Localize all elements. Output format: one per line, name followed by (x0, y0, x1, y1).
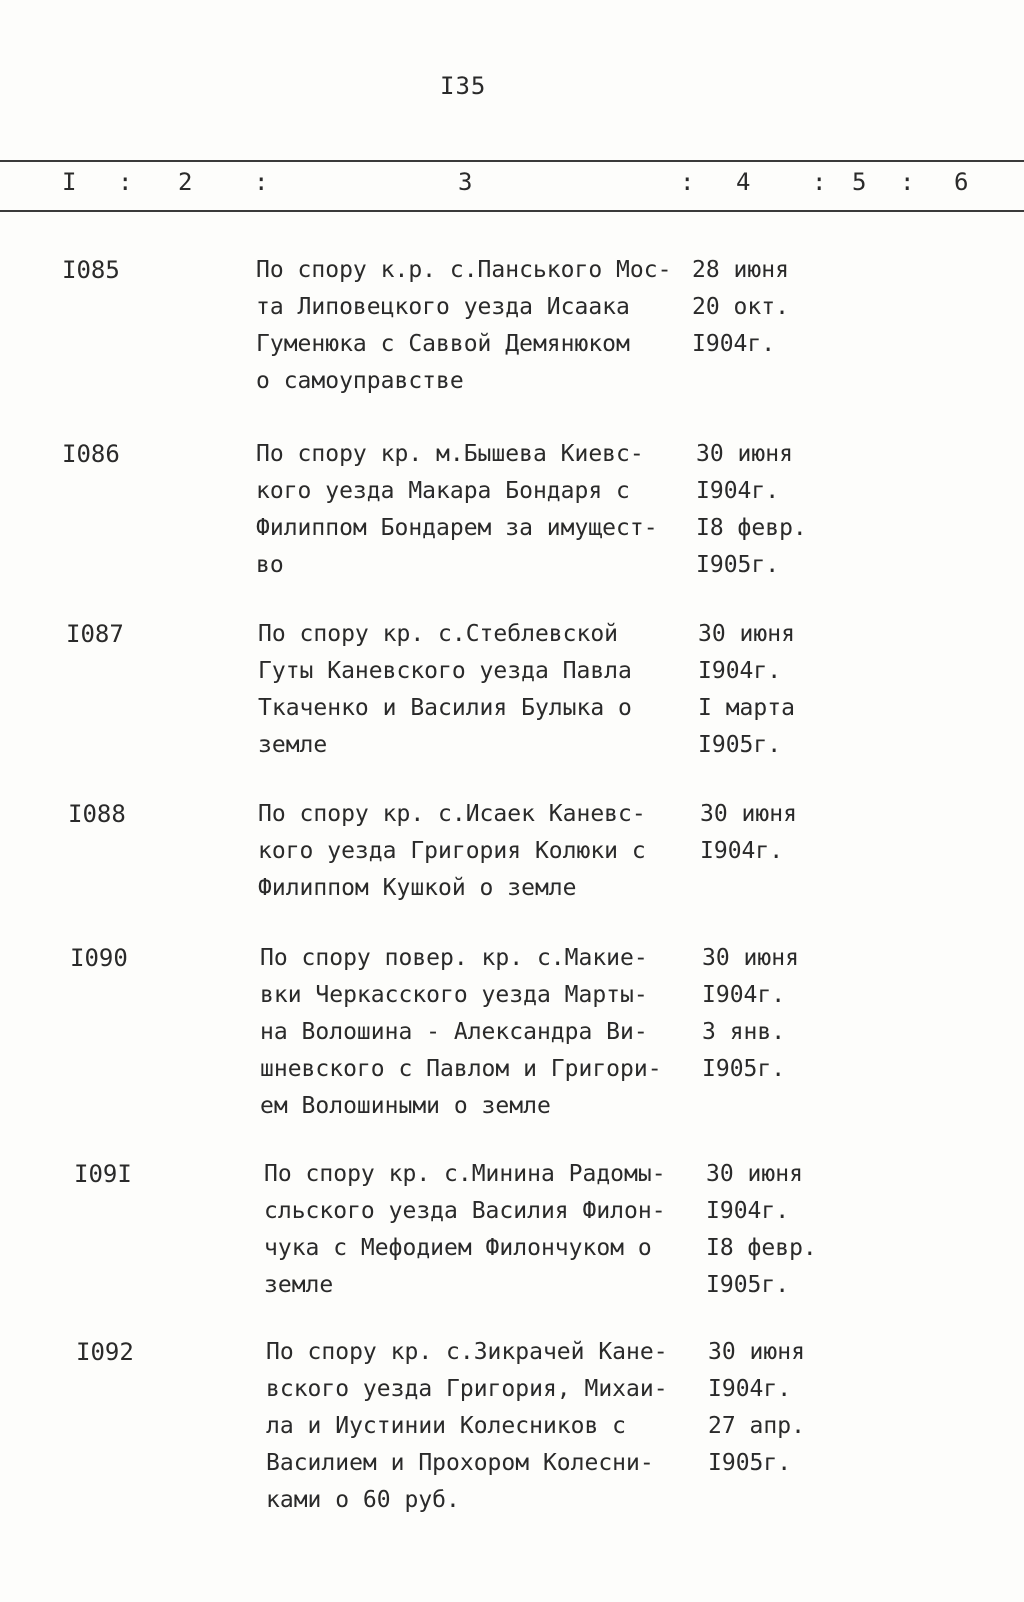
description-line: ем Волошиными о земле (260, 1093, 551, 1119)
description-line: По спору кр. с.Стеблевской (258, 621, 619, 647)
date-line: I904г. (706, 1198, 790, 1224)
record-description (256, 436, 696, 584)
date-line: I905г. (708, 1450, 792, 1476)
column-header-3: 3 (458, 168, 473, 196)
description-line: По спору кр. с.Минина Радомы- (264, 1161, 666, 1187)
date-line: 30 июня (696, 441, 793, 467)
column-separator: : (254, 168, 269, 196)
date-line: I904г. (700, 838, 784, 864)
description-line: По спору к.р. с.Панського Мос- (256, 257, 672, 283)
record-number: I086 (62, 440, 120, 468)
date-line: I марта (698, 695, 795, 721)
description-line: сльского уезда Василия Филон- (264, 1198, 666, 1224)
record-number: I085 (62, 256, 120, 284)
description-line: Ткаченко и Василия Булыка о (258, 695, 632, 721)
description-line: чука с Мефодием Филончуком о (264, 1235, 652, 1261)
column-header-6: 6 (954, 168, 969, 196)
description-line: на Волошина - Александра Ви- (260, 1019, 648, 1045)
column-header-row (0, 162, 1024, 208)
description-line: Гуменюка с Саввой Демянюком (256, 331, 630, 357)
record-dates (702, 940, 842, 1088)
date-line: 30 июня (706, 1161, 803, 1187)
record-dates (700, 796, 840, 870)
date-line: I904г. (696, 478, 780, 504)
description-line: По спору кр. с.Исаек Каневс- (258, 801, 646, 827)
record-dates (698, 616, 838, 764)
date-line: 28 июня (692, 257, 789, 283)
column-separator: : (900, 168, 915, 196)
column-separator: : (118, 168, 133, 196)
date-line: 3 янв. (702, 1019, 786, 1045)
record-dates (708, 1334, 848, 1482)
date-line: I8 февр. (706, 1235, 817, 1261)
record-number: I087 (66, 620, 124, 648)
date-line: I904г. (692, 331, 776, 357)
description-line: Филиппом Бондарем за имущест- (256, 515, 658, 541)
date-line: 30 июня (702, 945, 799, 971)
date-line: 27 апр. (708, 1413, 805, 1439)
record-number: I092 (76, 1338, 134, 1366)
date-line: I905г. (696, 552, 780, 578)
column-separator: : (680, 168, 695, 196)
record-dates (696, 436, 836, 584)
date-line: 30 июня (698, 621, 795, 647)
description-line: Василием и Прохором Колесни- (266, 1450, 654, 1476)
description-line: кого уезда Григория Колюки с (258, 838, 646, 864)
date-line: 20 окт. (692, 294, 789, 320)
record-description (256, 252, 696, 400)
record-description (264, 1156, 704, 1304)
record-number: I09I (74, 1160, 132, 1188)
record-dates (692, 252, 832, 363)
description-line: шневского с Павлом и Григори- (260, 1056, 662, 1082)
description-line: ками о 60 руб. (266, 1487, 460, 1513)
date-line: I904г. (698, 658, 782, 684)
record-dates (706, 1156, 846, 1304)
date-line: 30 июня (700, 801, 797, 827)
description-line: земле (258, 732, 328, 758)
description-line: кого уезда Макара Бондаря с (256, 478, 630, 504)
date-line: I905г. (698, 732, 782, 758)
description-line: Филиппом Кушкой о земле (258, 875, 577, 901)
date-line: I8 февр. (696, 515, 807, 541)
column-separator: : (812, 168, 827, 196)
column-header-1: I (62, 168, 77, 196)
description-line: По спору кр. м.Бышева Киевс- (256, 441, 644, 467)
record-description (258, 796, 698, 907)
description-line: во (256, 552, 284, 578)
description-line: о самоуправстве (256, 368, 464, 394)
header-bottom-rule (0, 210, 1024, 212)
column-header-5: 5 (852, 168, 867, 196)
date-line: I904г. (702, 982, 786, 1008)
description-line: вки Черкасского уезда Марты- (260, 982, 648, 1008)
record-description (258, 616, 698, 764)
page-number: I35 (440, 72, 487, 100)
record-number: I088 (68, 800, 126, 828)
date-line: I905г. (706, 1272, 790, 1298)
date-line: 30 июня (708, 1339, 805, 1365)
record-number: I090 (70, 944, 128, 972)
description-line: ла и Иустинии Колесников с (266, 1413, 627, 1439)
record-description (266, 1334, 706, 1519)
description-line: По спору повер. кр. с.Макие- (260, 945, 648, 971)
description-line: Гуты Каневского уезда Павла (258, 658, 632, 684)
record-description (260, 940, 700, 1125)
column-header-4: 4 (736, 168, 751, 196)
description-line: По спору кр. с.Зикрачей Кане- (266, 1339, 668, 1365)
description-line: та Липовецкого уезда Исаака (256, 294, 630, 320)
date-line: I905г. (702, 1056, 786, 1082)
description-line: вского уезда Григория, Михаи- (266, 1376, 668, 1402)
date-line: I904г. (708, 1376, 792, 1402)
column-header-2: 2 (178, 168, 193, 196)
description-line: земле (264, 1272, 334, 1298)
